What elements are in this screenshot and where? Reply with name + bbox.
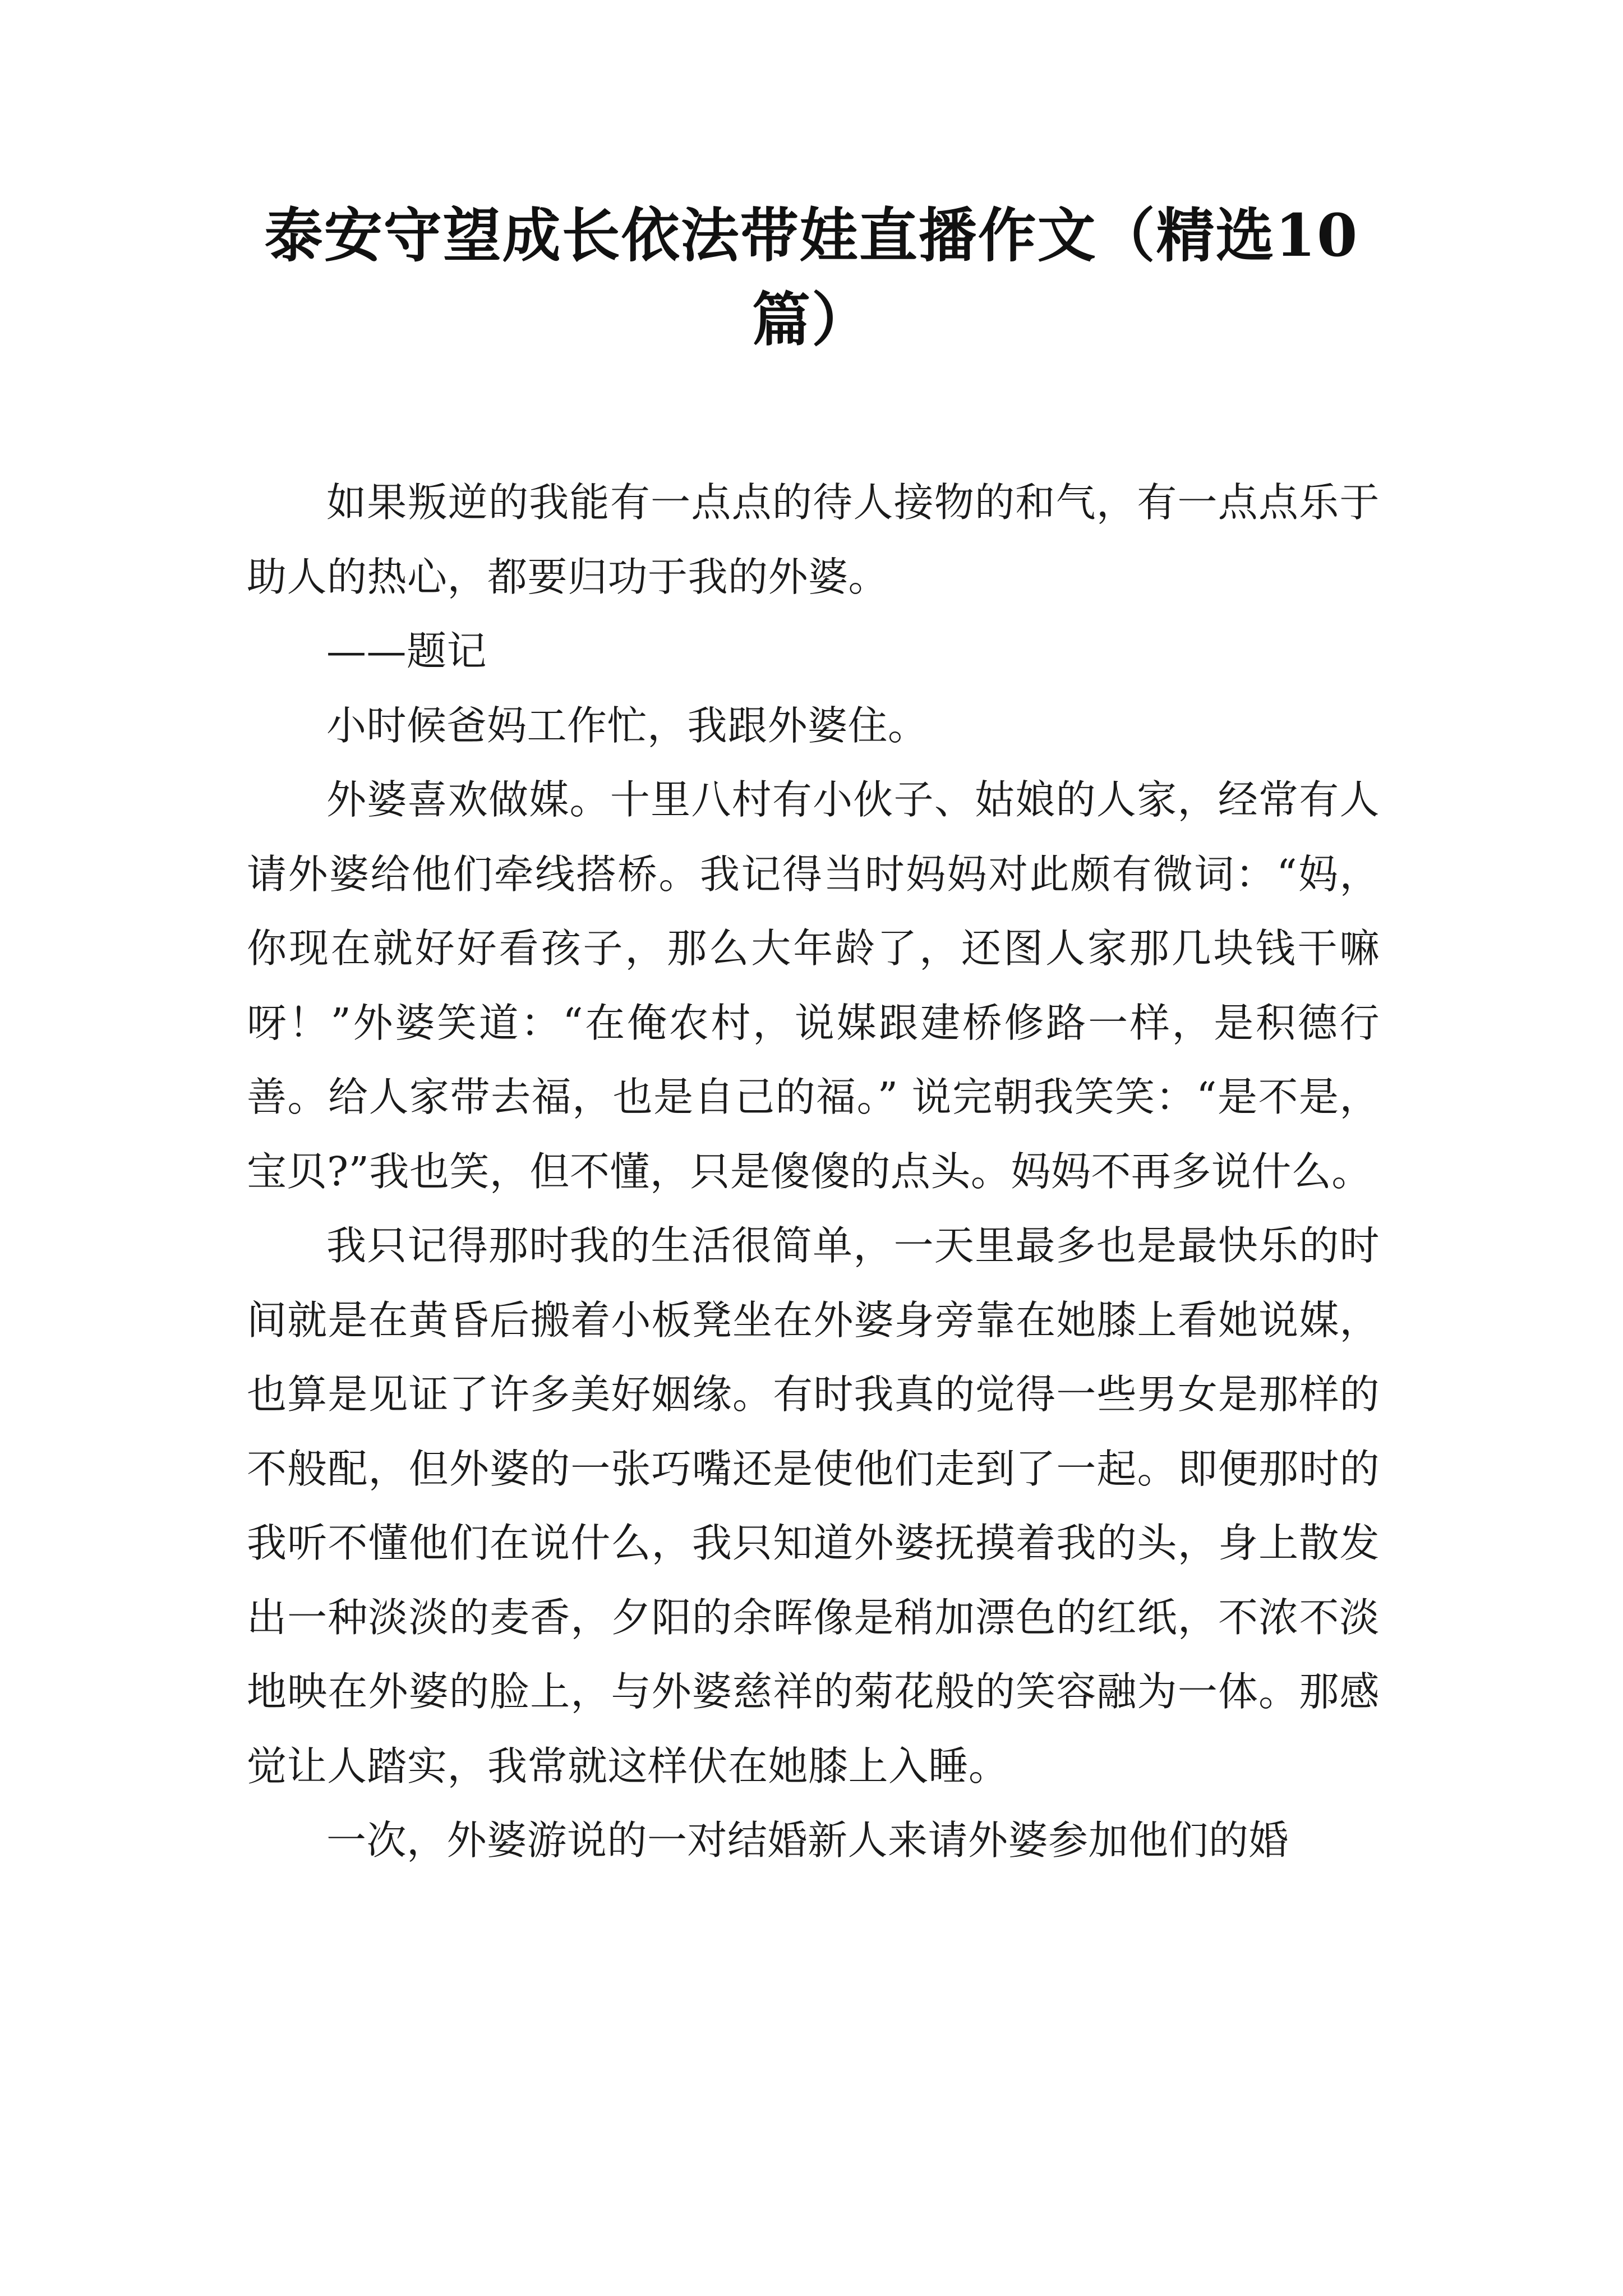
paragraph: 一次，外婆游说的一对结婚新人来请外婆参加他们的婚 — [326, 1817, 1289, 1864]
document-title: 泰安守望成长依法带娃直播作文（精选10篇） — [264, 201, 1359, 354]
paragraph: 我只记得那时我的生活很简单，一天里最多也是最快乐的时间就是在黄昏后搬着小板凳坐在外婆身旁靠在她膝上看她说媒，也算是见证了许多美好姻缘。有时我真的觉得一些男女是那样的不般配，但外婆的一张巧嘴还是使他们走到了一起。即便那时的我听不懂他们在说什么，我只知道外婆抚摸着我的头，身上散发出一种淡淡的麦香，夕阳的余晖像是稍加漂色的红纸，不浓不淡地映在外婆的脸上，与外婆慈祥的菊花般的笑容融为一体。那感觉让人踏实，我常就这样伏在她膝上入睡。 — [247, 1222, 1380, 1789]
paragraph: 外婆喜欢做媒。十里八村有小伙子、姑娘的人家，经常有人请外婆给他们牵线搭桥。我记得当时妈妈对此颇有微词：“妈， 你现在就好好看孩子，那么大年龄了，还图人家那几块钱干嘛呀！”外婆笑道：“在俺农村，说媒跟建桥修路一样，是积德行善。给人家带去福，也是自己的福。” 说完朝我笑笑：“是不是，宝贝?”我也笑，但不懂，只是傻傻的点头。妈妈不再多说什么。 — [247, 776, 1380, 1195]
document-body — [247, 466, 1380, 1878]
paragraph-epigraph-attribution: ——题记 — [326, 628, 487, 674]
paragraph-epigraph: 如果叛逆的我能有一点点的待人接物的和气，有一点点乐于助人的热心，都要归功于我的外婆。 — [247, 479, 1380, 600]
paragraph: 小时候爸妈工作忙，我跟外婆住。 — [326, 702, 928, 749]
